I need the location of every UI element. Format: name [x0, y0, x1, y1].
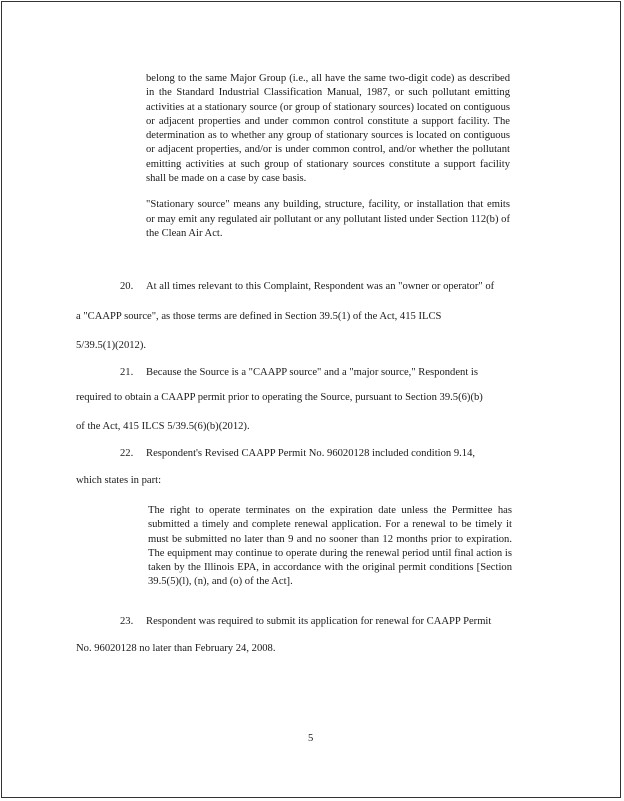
document-page [1, 1, 621, 798]
paragraph-number-21: 21. [120, 367, 134, 378]
paragraph-21-line-2: required to obtain a CAAPP permit prior to operating the Source, pursuant to Section 39.5(6)(b) [76, 392, 483, 403]
paragraph-23-line-2: No. 96020128 no later than February 24, 2008. [76, 643, 276, 654]
paragraph-20-line-3: 5/39.5(1)(2012). [76, 340, 147, 351]
paragraph-21-line-3: of the Act, 415 ILCS 5/39.5(6)(b)(2012). [76, 421, 250, 432]
paragraph-22-line-1: Respondent's Revised CAAPP Permit No. 96020128 included condition 9.14, [146, 448, 476, 459]
paragraph-22-line-2: which states in part: [76, 475, 162, 486]
quote-paragraph-permit-renewal: The right to operate terminates on the expiration date unless the Permittee has submitted a timely and complete renewal application. For a renewal to be timely it must be submitted no later than 9 and no sooner than 12 months prior to expiration. The equipment may continue to operate during the renewal period until final action is taken by the Illinois EPA, in accordance with the original permit conditions [Section 39.5(5)(l), (n), and (o) of the Act]. [148, 505, 512, 588]
permit-condition-quote [148, 504, 512, 590]
page-number: 5 [308, 733, 314, 744]
paragraph-number-20: 20. [120, 281, 134, 292]
quote-paragraph-support-facility: belong to the same Major Group (i.e., all have the same two-digit code) as described in the Standard Industrial Classification Manual, 1987, or such pollutant emitting activities at a stationary source (or group of stationary sources) located on contiguous or adjacent properties and under common control constitute a support facility. The determination as to whether any group of stationary sources is located on contiguous or adjacent properties, and/or is under common control, and/or whether the pollutant emitting activities at such group of stationary sources constitute a support facility shall be made on a case by case basis. [146, 73, 510, 185]
paragraph-21-line-1: Because the Source is a "CAAPP source" and a "major source," Respondent is [146, 367, 478, 378]
paragraph-20-line-1: At all times relevant to this Complaint, Respondent was an "owner or operator" of [146, 281, 495, 292]
paragraph-20-line-2: a "CAAPP source", as those terms are defined in Section 39.5(1) of the Act, 415 ILCS [76, 311, 442, 322]
definition-quote [146, 72, 510, 241]
quote-paragraph-stationary-source: "Stationary source" means any building, structure, facility, or installation that emits or may emit any regulated air pollutant or any pollutant listed under Section 112(b) of the Clean Air Act. [146, 199, 510, 239]
paragraph-23-line-1: Respondent was required to submit its application for renewal for CAAPP Permit [146, 616, 492, 627]
paragraph-number-22: 22. [120, 448, 134, 459]
paragraph-number-23: 23. [120, 616, 134, 627]
